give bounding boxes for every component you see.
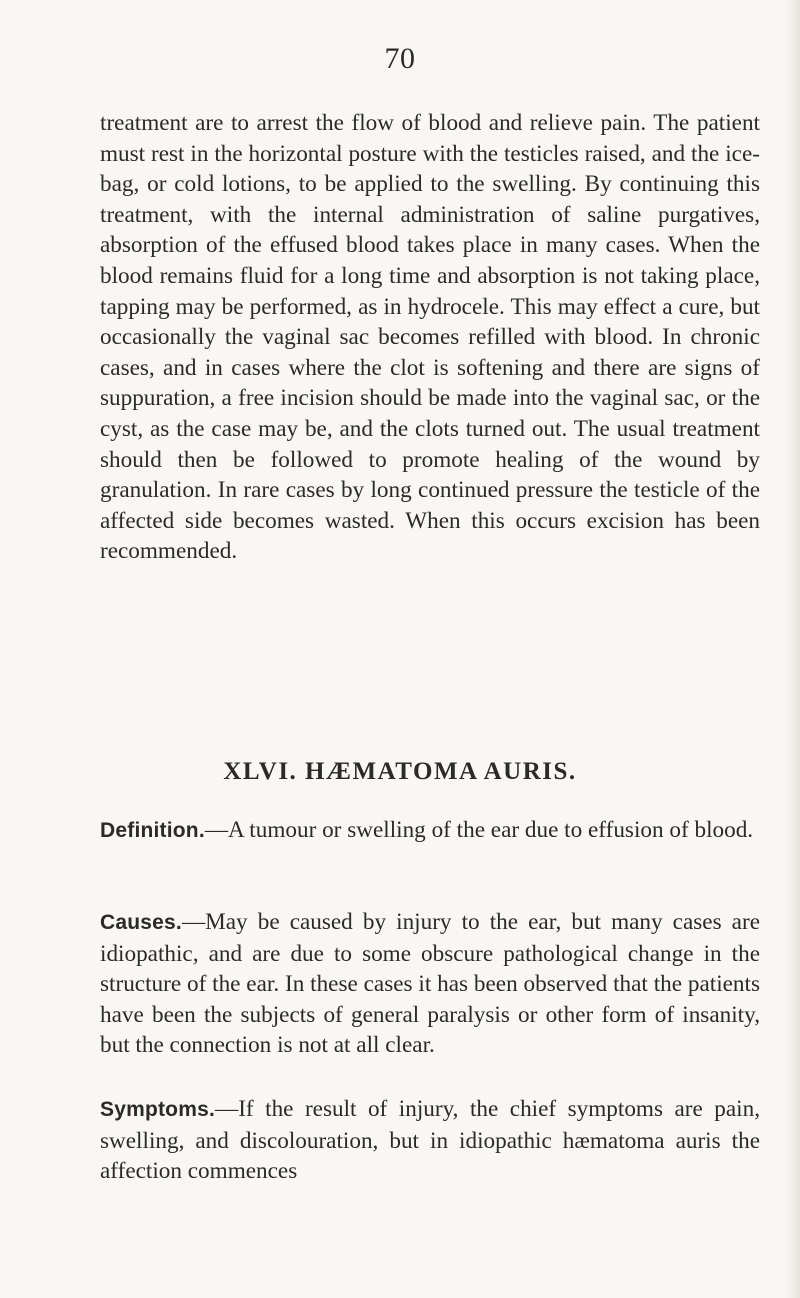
symptoms-label: Symptoms. xyxy=(100,1098,215,1121)
symptoms-text: —If the result of injury, the chief symptoms are pain, swelling, and discolouration, but in idiopathic hæmatoma auris the affection commences xyxy=(100,1096,760,1185)
causes-paragraph xyxy=(100,907,760,1061)
causes-text: —May be caused by injury to the ear, but many cases are idiopathic, and are due to some obscure pathological change in the structure of the ear. In these cases it has been observed that the patients have been the subjects of general paralysis or other form of insanity, but the connection is not at all clear. xyxy=(100,909,760,1059)
chapter-heading: XLVI. HÆMATOMA AURIS. xyxy=(223,758,577,785)
symptoms-paragraph xyxy=(100,1094,760,1187)
page-edge-shadow xyxy=(786,0,800,1298)
definition-label: Definition. xyxy=(100,819,205,842)
causes-section xyxy=(100,907,760,1061)
page-number: 70 xyxy=(384,42,416,75)
definition-paragraph xyxy=(100,815,760,847)
definition-section xyxy=(100,815,760,847)
symptoms-section xyxy=(100,1094,760,1187)
causes-label: Causes. xyxy=(100,911,182,934)
continuation-paragraph-block xyxy=(100,108,760,567)
continuation-paragraph: treatment are to arrest the flow of blood and relieve pain. The patient must rest in the horizontal posture with the testicles raised, and the ice-bag, or cold lotions, to be applied to the swelling. By continuing this treatment, with the internal administration of saline purgatives, absorption of the effused blood takes place in many cases. When the blood remains fluid for a long time and absorption is not taking place, tapping may be performed, as in hydrocele. This may effect a cure, but occasionally the vaginal sac becomes refilled with blood. In chronic cases, and in cases where the clot is softening and there are signs of suppuration, a free incision should be made into the vaginal sac, or the cyst, as the case may be, and the clots turned out. The usual treatment should then be followed to promote healing of the wound by granulation. In rare cases by long continued pressure the testicle of the affected side becomes wasted. When this occurs excision has been recommended. xyxy=(100,110,760,565)
definition-text: —A tumour or swelling of the ear due to effusion of blood. xyxy=(204,817,754,843)
